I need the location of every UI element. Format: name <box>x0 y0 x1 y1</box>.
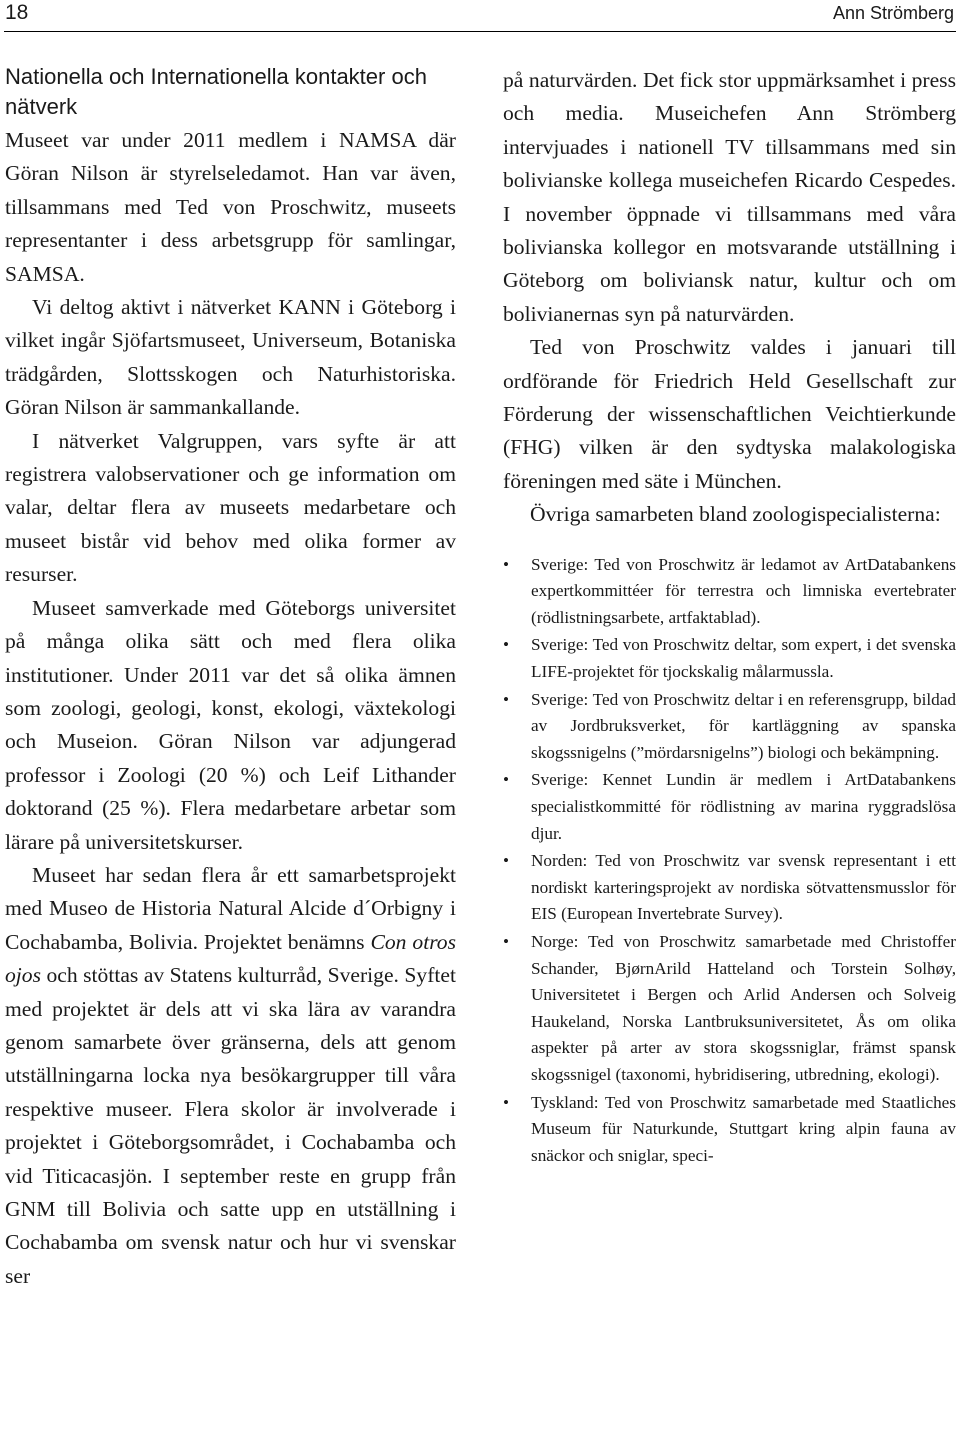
header-rule <box>4 31 956 32</box>
list-item <box>503 848 956 928</box>
paragraph-valgruppen: I nätverket Valgruppen, vars syfte är att registrera valobservationer och ge information om valar, deltar flera av museets medarbetare och museet bistår vid behov med olika former av resurser. <box>5 428 456 587</box>
list-item <box>503 632 956 685</box>
page-number: 18 <box>5 1 29 24</box>
list-item <box>503 552 956 632</box>
list-item <box>503 687 956 767</box>
section-heading: Nationella och Internationella kontakter och nätverk <box>5 64 427 119</box>
bullet-icon: • <box>503 932 510 951</box>
bullet-icon: • <box>503 689 510 709</box>
list-item-text: Sverige: Ted von Proschwitz är ledamot av ArtDatabankens expertkommittéer för terrestra och limniska evertebrater (rödlistningsarbete, artfaktablad). <box>531 554 956 627</box>
paragraph-naturvarden: på naturvärden. Det fick stor uppmärksamhet i press och media. Museichefen Ann Strömberg intervjuades i nationell TV tillsammans med sin bolivianske kollega museichefen Ricardo Cespedes. I november öppnade vi tillsammans med våra bolivianska kollegor en motsvarande utställning i Göteborg om boliviansk natur, kultur och om bolivianernas syn på naturvärden. <box>503 68 956 326</box>
list-item-text: Norden: Ted von Proschwitz var svensk representant i ett nordiskt karteringsprojekt av nordiska sötvattensmusslor för EIS (European Invertebrate Survey). <box>531 851 956 924</box>
bullet-icon: • <box>503 554 510 574</box>
bullet-icon: • <box>503 1092 510 1112</box>
list-item <box>503 929 956 1089</box>
bolivia-text-end: och stöttas av Statens kulturråd, Sverige. Syftet med projektet är dels att vi ska lära av varandra genom samarbete över gränserna, dels att genom utställningarna locka nya besökargrupper till våra respektive museer. Flera skolor är involverade i projektet i Göteborgsområdet, i Cochabamba och vid Titicacasjön. I september reste en grupp från GNM till Bolivia och satte upp en utställning i Cochabamba om svensk natur och hur vi svenskar ser <box>5 963 456 1288</box>
left-column <box>5 62 456 1293</box>
page-header <box>0 0 960 30</box>
project-name: Con otros ojos <box>5 929 456 988</box>
list-item <box>503 1090 956 1170</box>
paragraph-universitet: Museet samverkade med Göteborgs universitet på många olika sätt och med flera olika institutioner. Under 2011 var det så olika ämnen som zoologi, geologi, konst, ekologi, växtekologi och Museion. Göran Nilson var adjungerad professor i Zoologi (20 %) och Leif Lithander doktorand (25 %). Flera medarbetare arbetar som lärare på universitetskurser. <box>5 595 456 854</box>
list-item-text: Tyskland: Ted von Proschwitz samarbetade med Staatliches Museum für Naturkunde, Stuttgart kring alpin fauna av snäckor och sniglar, speci- <box>531 1092 956 1165</box>
bolivia-text-start: Museet har sedan flera år ett samarbetsprojekt med Museo de Historia Natural Alcide d´Orbigny i Cochabamba, Bolivia. Projektet benämns <box>5 862 456 954</box>
list-item-text: Sverige: Ted von Proschwitz deltar, som expert, i det svenska LIFE-projektet för tjockskalig målarmussla. <box>531 635 956 682</box>
running-head: Ann Strömberg <box>832 3 954 23</box>
paragraph-kann: Vi deltog aktivt i nätverket KANN i Göteborg i vilket ingår Sjöfartsmuseet, Universeum, Botaniska trädgården, Slottsskogen och Naturhistoriska. Göran Nilson är sammankallande. <box>5 295 456 420</box>
bullet-icon: • <box>503 770 510 790</box>
list-item <box>503 767 956 847</box>
collaboration-list <box>503 552 956 1170</box>
list-item-text: Sverige: Kennet Lundin är medlem i ArtDatabankens specialistkommitté för rödlistning av marina ryggradslösa djur. <box>531 770 956 843</box>
paragraph-fhg: Ted von Proschwitz valdes i januari till ordförande för Friedrich Held Gesellschaft zur Förderung der wissenschaftlichen Veichtierkunde (FHG) vilken är den sydtyska malakologiska föreningen med säte i München. <box>503 335 956 493</box>
paragraph-namsa: Museet var under 2011 medlem i NAMSA där Göran Nilson är styrelseledamot. Han var även, tillsammans med Ted von Proschwitz, museets representanter i dess arbetsgrupp för samlingar, SAMSA. <box>5 128 456 286</box>
paragraph-ovriga: Övriga samarbeten bland zoologispecialisterna: <box>530 502 941 527</box>
right-column <box>503 64 956 1170</box>
paragraph-bolivia <box>5 859 456 1293</box>
bullet-icon: • <box>503 851 510 871</box>
list-item-text: Norge: Ted von Proschwitz samarbetade med Christoffer Schander, BjørnArild Hatteland och Torstein Solhøy, Universitetet i Bergen och Arlid Andersen och Solveig Haukeland, Norska Lantbruksuniversitetet, Ås om olika aspekter på arter av stora skogssniglar, främst spansk skogssnigel (taxonomi, hybridisering, utbredning, ekologi). <box>531 932 956 1084</box>
list-item-text: Sverige: Ted von Proschwitz deltar i en referensgrupp, bildad av Jordbruksverket, för kartläggning av spanska skogssnigelns (”mördarsnigelns”) biologi och bekämpning. <box>531 689 956 762</box>
bullet-icon: • <box>503 635 510 655</box>
